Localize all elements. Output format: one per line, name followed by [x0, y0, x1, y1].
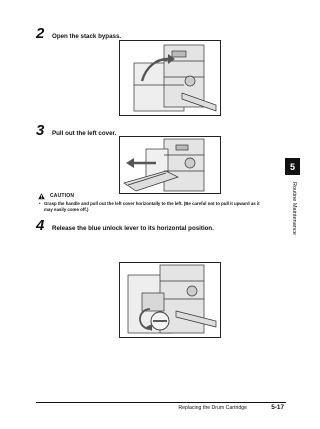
illustration-release-unlock-lever	[119, 262, 221, 338]
step-instruction: Pull out the left cover.	[52, 130, 117, 137]
step-instruction: Open the stack bypass.	[52, 33, 122, 40]
illustration-pull-left-cover	[119, 136, 221, 194]
footer-title: Replacing the Drum Cartridge	[178, 405, 247, 411]
page-number: 5-17	[271, 404, 284, 411]
footer-divider	[36, 402, 286, 403]
step-instruction: Release the blue unlock lever to its horizontal position.	[52, 225, 214, 232]
caution-text	[39, 201, 262, 213]
step-3	[36, 122, 116, 139]
caution-body: Grasp the handle and pull out the left cover horizontally to the left. (Be careful not to pull it upward as it may easily come off.)	[44, 201, 260, 212]
step-2	[36, 25, 121, 42]
caution-label: CAUTION	[50, 193, 75, 200]
step-number: 3	[36, 122, 45, 139]
step-number: 4	[36, 217, 45, 234]
illustration-open-stack-bypass	[119, 40, 221, 116]
warning-icon	[38, 193, 45, 200]
section-label: Routine Maintenance	[291, 182, 297, 235]
chapter-tab: 5	[285, 158, 300, 175]
step-number: 2	[36, 25, 45, 42]
step-4	[36, 217, 214, 234]
bullet: •	[39, 201, 41, 206]
caution-heading	[38, 193, 74, 200]
